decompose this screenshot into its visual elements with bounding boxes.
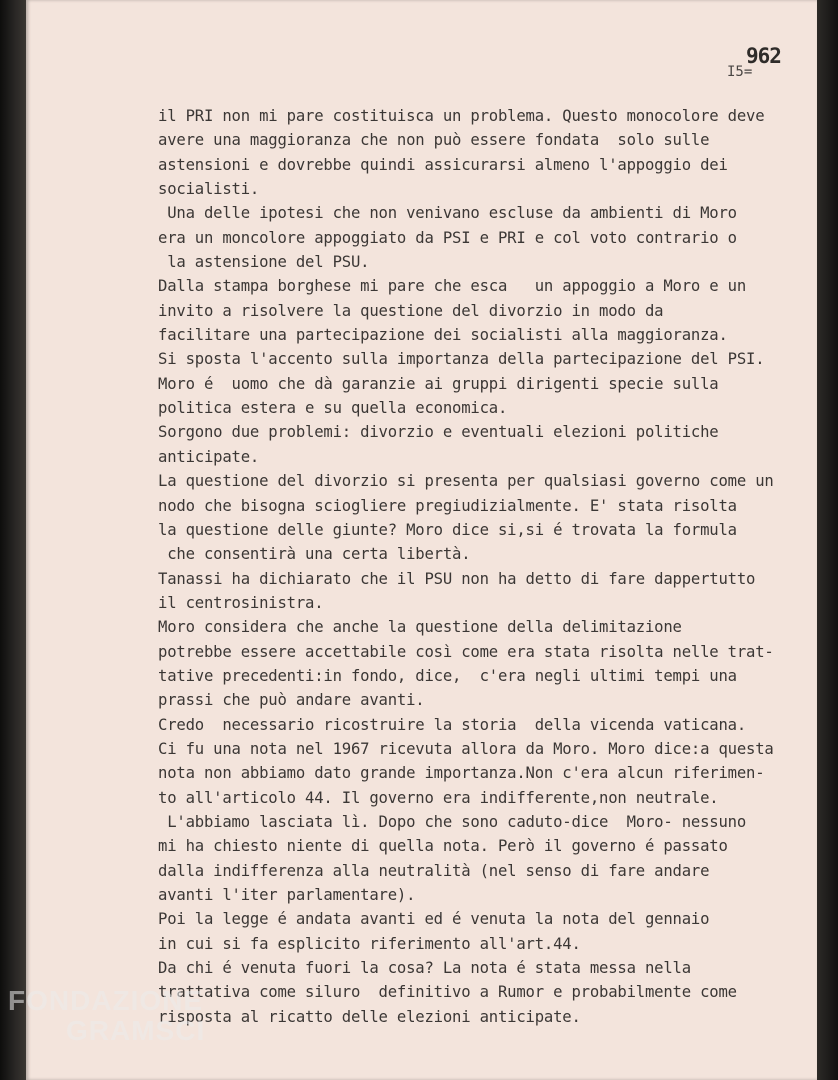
text-line: Sorgono due problemi: divorzio e eventuali elezioni politiche xyxy=(158,423,719,442)
text-line: Dalla stampa borghese mi pare che esca un appoggio a Moro e un xyxy=(158,277,747,296)
text-line: La questione del divorzio si presenta per qualsiasi governo come un xyxy=(158,472,774,491)
text-line: risposta al ricatto delle elezioni anticipate. xyxy=(158,1007,581,1026)
text-line: Credo necessario ricostruire la storia della vicenda vaticana. xyxy=(158,715,747,734)
text-line: socialisti. xyxy=(158,180,260,199)
text-line: Si sposta l'accento sulla importanza della partecipazione del PSI. xyxy=(158,350,765,369)
text-line: Poi la legge é andata avanti ed é venuta la nota del gennaio xyxy=(158,910,710,929)
text-line: era un moncolore appoggiato da PSI e PRI e col voto contrario o xyxy=(158,228,737,247)
text-line: avanti l'iter parlamentare). xyxy=(158,886,416,904)
text-line: dalla indifferenza alla neutralità (nel senso di fare andare xyxy=(158,861,710,880)
text-line: astensioni e dovrebbe quindi assicurarsi almeno l'appoggio dei xyxy=(158,155,728,174)
text-line: la questione delle giunte? Moro dice si,si é trovata la formula xyxy=(158,520,737,539)
text-line: mi ha chiesto niente di quella nota. Però il governo é passato xyxy=(158,837,728,856)
folio-number: 962 xyxy=(746,44,781,68)
text-line: trattativa come siluro definitivo a Rumor e probabilmente come xyxy=(158,983,737,1002)
text-line: Una delle ipotesi che non venivano escluse da ambienti di Moro xyxy=(158,204,737,223)
archive-watermark xyxy=(8,986,205,1046)
text-line: tative precedenti:in fondo, dice, c'era negli ultimi tempi una xyxy=(158,666,737,685)
text-line: il PRI non mi pare costituisca un problema. Questo monocolore deve xyxy=(158,107,765,125)
text-line: politica estera e su quella economica. xyxy=(158,399,508,418)
text-line: prassi che può andare avanti. xyxy=(158,691,425,710)
text-line: Da chi é venuta fuori la cosa? La nota é stata messa nella xyxy=(158,959,691,978)
text-line: avere una maggioranza che non può essere fondata solo sulle xyxy=(158,131,710,150)
text-line: potrebbe essere accettabile così come era stata risolta nelle trat- xyxy=(158,642,774,661)
text-line: che consentirà una certa libertà. xyxy=(158,545,471,564)
text-line: nota non abbiamo dato grande importanza.Non c'era alcun riferimen- xyxy=(158,764,765,783)
text-line: Ci fu una nota nel 1967 ricevuta allora da Moro. Moro dice:a questa xyxy=(158,739,774,758)
watermark-line-1: FONDAZIONE xyxy=(8,985,204,1016)
text-line: Moro considera che anche la questione della delimitazione xyxy=(158,618,682,637)
binder-edge xyxy=(0,0,26,1080)
text-line: nodo che bisogna sciogliere pregiudizialmente. E' stata risolta xyxy=(158,496,737,515)
text-line: la astensione del PSU. xyxy=(158,253,370,272)
typed-body-text xyxy=(158,104,788,1029)
text-line: Tanassi ha dichiarato che il PSU non ha detto di fare dappertutto xyxy=(158,569,756,588)
text-line: facilitare una partecipazione dei socialisti alla maggioranza. xyxy=(158,326,728,345)
text-line: il centrosinistra. xyxy=(158,593,324,612)
watermark-line-2: GRAMSCI xyxy=(66,1015,206,1046)
reference-mark: I5= xyxy=(727,64,753,80)
text-line: L'abbiamo lasciata lì. Dopo che sono caduto-dice Moro- nessuno xyxy=(158,812,747,831)
text-line: Moro é uomo che dà garanzie ai gruppi dirigenti specie sulla xyxy=(158,374,719,393)
text-line: invito a risolvere la questione del divorzio in modo da xyxy=(158,301,664,320)
text-line: anticipate. xyxy=(158,447,260,466)
text-line: in cui si fa esplicito riferimento all'art.44. xyxy=(158,934,581,953)
page-edge-shadow xyxy=(817,0,838,1080)
text-line: to all'articolo 44. Il governo era indifferente,non neutrale. xyxy=(158,788,719,807)
